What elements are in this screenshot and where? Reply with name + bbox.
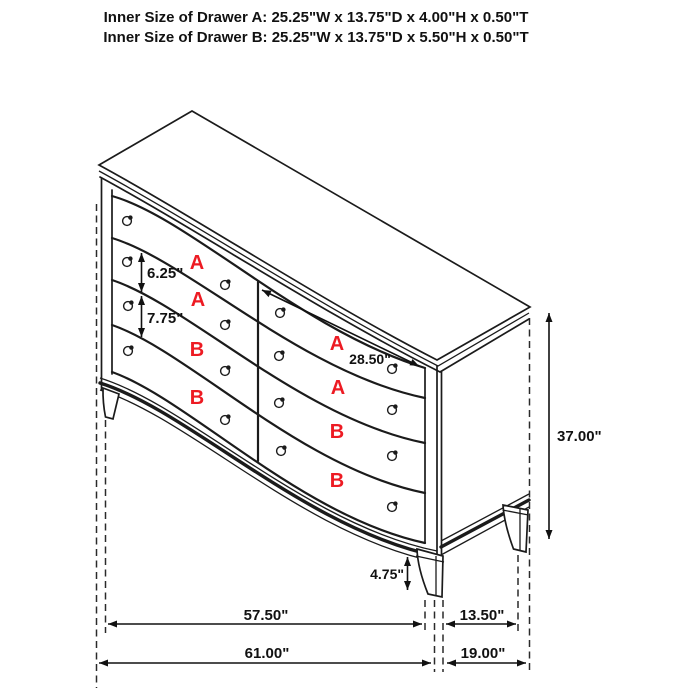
front-right-leg — [417, 549, 443, 597]
drawer-knob-icon — [221, 279, 231, 289]
dresser-body — [99, 111, 530, 597]
drawer-knob-icon — [276, 307, 286, 317]
dimension-label-drawer-width: 28.50" — [349, 351, 391, 367]
dimension-label-overall-height: 37.00" — [557, 428, 602, 445]
drawer-label-right-3: B — [329, 421, 345, 443]
drawer-knob-icon — [124, 300, 134, 310]
dimension-label-side-depth: 13.50" — [459, 607, 505, 624]
drawer-knob-icon — [221, 319, 231, 329]
title-line-1: Inner Size of Drawer A: 25.25"W x 13.75"D x 4.00"H x 0.50"T — [103, 9, 529, 26]
drawer-label-left-3: B — [189, 339, 205, 361]
drawer-label-right-1: A — [329, 333, 345, 355]
dimension-label-drawer-a-height: 6.25" — [147, 265, 184, 282]
drawer-label-left-2: A — [190, 289, 206, 311]
drawer-knob-icon — [221, 365, 231, 375]
drawer-label-right-2: A — [330, 377, 346, 399]
dimension-label-overall-width: 61.00" — [244, 645, 290, 662]
drawer-knob-icon — [123, 256, 133, 266]
drawer-knob-icon — [388, 404, 398, 414]
drawer-knob-icon — [388, 450, 398, 460]
dimension-label-front-width: 57.50" — [243, 607, 289, 624]
drawer-label-right-4: B — [329, 470, 345, 492]
drawer-knob-icon — [275, 397, 285, 407]
dimension-label-drawer-b-height: 7.75" — [147, 310, 184, 327]
drawer-knob-icon — [221, 414, 231, 424]
drawer-label-left-1: A — [189, 252, 205, 274]
dimension-label-leg-height: 4.75" — [370, 566, 404, 582]
drawer-label-left-4: B — [189, 387, 205, 409]
dimension-label-overall-depth: 19.00" — [460, 645, 506, 662]
drawer-knob-icon — [277, 445, 287, 455]
legs — [103, 388, 529, 597]
title-line-2: Inner Size of Drawer B: 25.25"W x 13.75"D x 5.50"H x 0.50"T — [103, 29, 529, 46]
drawer-knob-icon — [275, 350, 285, 360]
drawer-knob-icon — [388, 501, 398, 511]
drawer-boundary-line-4 — [112, 372, 425, 543]
drawer-knob-icon — [124, 345, 134, 355]
front-left-leg — [103, 388, 119, 419]
drawer-knob-icon — [123, 215, 133, 225]
